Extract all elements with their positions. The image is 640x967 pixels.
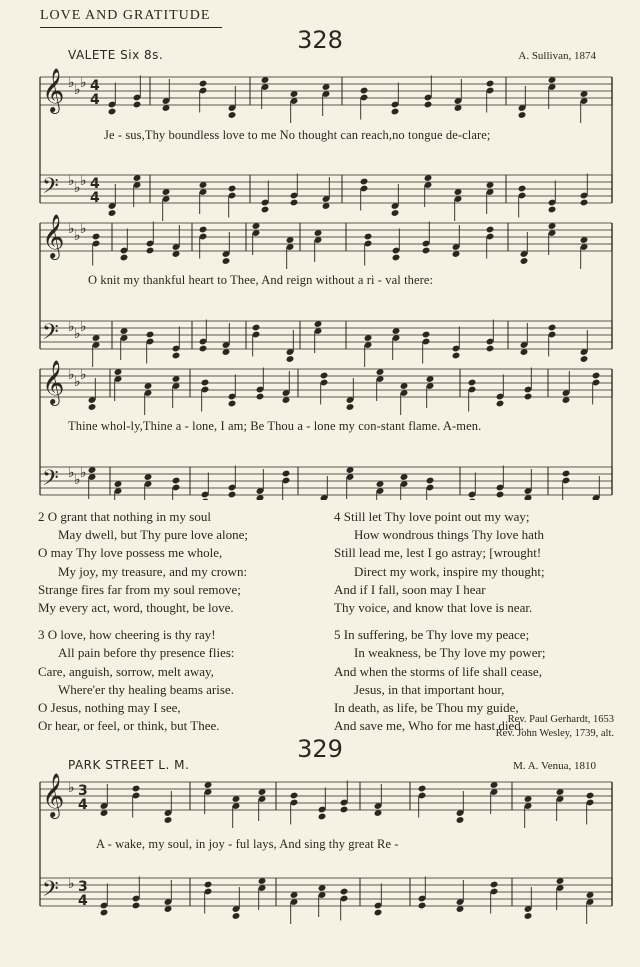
svg-text:♭: ♭	[74, 374, 81, 390]
composer-328: A. Sullivan, 1874	[518, 50, 596, 62]
lyric-line-3: Thine whol-ly,Thine a - lone, I am; Be Thou a - lone my con-stant flame. A-men.	[68, 419, 482, 433]
verses-left	[38, 508, 248, 735]
text-credit-1: Rev. Paul Gerhardt, 1653	[507, 714, 614, 725]
verse-line: And save me, Who for me hast died.	[334, 718, 525, 734]
svg-text:♭: ♭	[80, 173, 87, 189]
svg-text:𝄢: 𝄢	[42, 320, 59, 350]
svg-text:4: 4	[90, 78, 100, 94]
verse-line: My joy, my treasure, and my crown:	[58, 563, 248, 579]
verse-line: Still lead me, lest I go astray; [wrought!	[334, 545, 542, 561]
verse-line: O Jesus, nothing may I see,	[38, 700, 181, 716]
hymn-number-329: 329	[297, 735, 343, 763]
svg-text:♭: ♭	[74, 180, 81, 196]
svg-text:♭: ♭	[68, 75, 75, 91]
svg-text:4: 4	[90, 92, 100, 108]
svg-text:♭: ♭	[74, 472, 81, 488]
svg-text:𝄢: 𝄢	[42, 466, 59, 496]
text-credit-2: Rev. John Wesley, 1739, alt.	[495, 728, 614, 739]
svg-text:𝄞: 𝄞	[42, 214, 65, 258]
verse-line: My every act, word, thought, be love.	[38, 600, 234, 616]
verse-line: And if I fall, soon may I hear	[334, 581, 486, 597]
verse-line: 3 O love, how cheering is thy ray!	[38, 627, 216, 643]
composer-329: M. A. Venua, 1810	[513, 760, 596, 772]
svg-text:♭: ♭	[68, 465, 75, 481]
verse-line: 2 O grant that nothing in my soul	[38, 509, 211, 524]
verse-line: Or hear, or feel, or think, but Thee.	[38, 718, 220, 734]
verse-line: May dwell, but Thy pure love alone;	[58, 527, 249, 543]
tune-name-329: PARK STREET L. M.	[68, 758, 190, 772]
verse-line: O may Thy love possess me whole,	[38, 545, 223, 561]
svg-text:♭: ♭	[68, 221, 75, 237]
music-score-329	[0, 770, 640, 967]
svg-text:♭: ♭	[68, 319, 75, 335]
verse-2	[38, 508, 248, 617]
verse-line: Direct my work, inspire my thought;	[354, 563, 545, 579]
verse-line: Jesus, in that important hour,	[354, 681, 505, 697]
verses-right	[334, 508, 545, 735]
verse-line: Care, anguish, sorrow, melt away,	[38, 663, 214, 679]
svg-text:♭: ♭	[80, 75, 87, 91]
svg-text:4: 4	[90, 190, 100, 206]
verse-line: Where'er thy healing beams arise.	[58, 681, 234, 697]
verse-3	[38, 626, 248, 735]
svg-text:♭: ♭	[74, 82, 81, 98]
verse-line: 4 Still let Thy love point out my way;	[334, 509, 530, 524]
verse-4	[334, 508, 545, 617]
verse-line: All pain before thy presence flies:	[58, 645, 235, 661]
svg-text:♭: ♭	[80, 465, 87, 481]
verse-line: Thy voice, and know that love is near.	[334, 600, 533, 616]
svg-text:4: 4	[78, 893, 88, 909]
svg-text:𝄞: 𝄞	[42, 773, 65, 817]
svg-text:𝄢: 𝄢	[42, 877, 59, 907]
svg-text:♭: ♭	[68, 780, 75, 796]
verse-line: 5 In suffering, be Thy love my peace;	[334, 627, 530, 643]
svg-text:♭: ♭	[80, 367, 87, 383]
svg-text:3: 3	[78, 783, 88, 799]
section-title: LOVE AND GRATITUDE	[40, 8, 211, 23]
hymn-number-328: 328	[297, 26, 343, 54]
svg-text:𝄢: 𝄢	[42, 174, 59, 204]
verse-line: In death, as life, be Thou my guide,	[334, 700, 519, 716]
svg-text:♭: ♭	[68, 173, 75, 189]
svg-text:4: 4	[90, 176, 100, 192]
svg-text:4: 4	[78, 797, 88, 813]
svg-text:𝄞: 𝄞	[42, 68, 65, 112]
svg-text:♭: ♭	[68, 367, 75, 383]
verse-line: In weakness, be Thy love my power;	[354, 645, 546, 661]
svg-text:♭: ♭	[74, 326, 81, 342]
svg-text:♭: ♭	[74, 228, 81, 244]
svg-text:♭: ♭	[80, 221, 87, 237]
verse-line: How wondrous things Thy love hath	[354, 527, 545, 543]
svg-text:𝄞: 𝄞	[42, 360, 65, 404]
lyric-line-1: Je - sus,Thy boundless love to me No thought can reach,no tongue de-clare;	[104, 128, 491, 142]
svg-text:3: 3	[78, 879, 88, 895]
svg-text:♭: ♭	[68, 876, 75, 892]
lyric-line-329: A - wake, my soul, in joy - ful lays, And sing thy great Re -	[96, 837, 399, 851]
svg-text:♭: ♭	[80, 319, 87, 335]
verse-line: Strange fires far from my soul remove;	[38, 581, 241, 597]
lyric-line-2: O knit my thankful heart to Thee, And reign without a ri - val there:	[88, 273, 434, 287]
tune-name-328: VALETE Six 8s.	[68, 48, 164, 62]
verse-line: And when the storms of life shall cease,	[334, 663, 542, 679]
